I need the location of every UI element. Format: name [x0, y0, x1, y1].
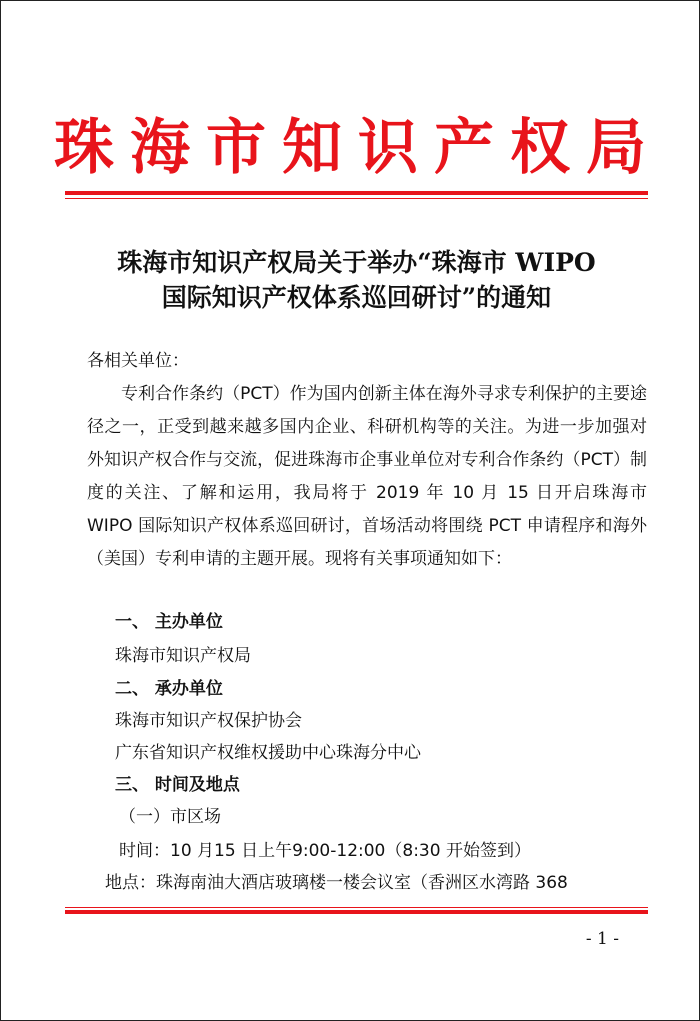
section2-item-2: 广东省知识产权维权援助中心珠海分中心 [115, 743, 421, 763]
section2-item-1: 珠海市知识产权保护协会 [115, 711, 302, 731]
document-title-line1: 珠海市知识产权局关于举办“珠海市 WIPO [117, 248, 596, 277]
section1-item: 珠海市知识产权局 [115, 646, 251, 666]
section3-heading: 三、 时间及地点 [115, 775, 240, 795]
document-title-line2: 国际知识产权体系巡回研讨”的通知 [161, 283, 552, 312]
footer-red-rule-thick [65, 910, 648, 914]
letterhead-red-rule-thick [65, 191, 648, 195]
page-number: - 1 - [585, 929, 619, 949]
footer-red-rule-thin [65, 907, 648, 908]
letterhead-red-rule-thin [65, 198, 648, 199]
document-title [65, 245, 648, 315]
letterhead-title: 珠海市知识产权局 [54, 113, 662, 183]
intro-paragraph: 专利合作条约（PCT）作为国内创新主体在海外寻求专利保护的主要途径之一，正受到越来越多国内企业、科研机构等的关注。为进一步加强对外知识产权合作与交流，促进珠海市企事业单位对专利合作条约（PCT）制度的关注、了解和运用，我局将于 2019 年 10 月 15 日开启珠海市 WIPO 国际知识产权体系巡回研讨，首场活动将围绕 PCT 申请程序和海外（美国）专利申请的主题开展。现将有关事项通知如下： [87, 384, 647, 569]
section2-heading: 二、 承办单位 [115, 679, 223, 699]
section1-heading: 一、 主办单位 [115, 612, 223, 632]
event-location: 地点：珠海南油大酒店玻璃楼一楼会议室（香洲区水湾路 368 [105, 873, 568, 893]
section3-subheading: （一）市区场 [119, 807, 221, 827]
event-time: 时间：10 月15 日上午9:00-12:00（8:30 开始签到） [119, 841, 531, 861]
salutation: 各相关单位： [87, 351, 189, 371]
